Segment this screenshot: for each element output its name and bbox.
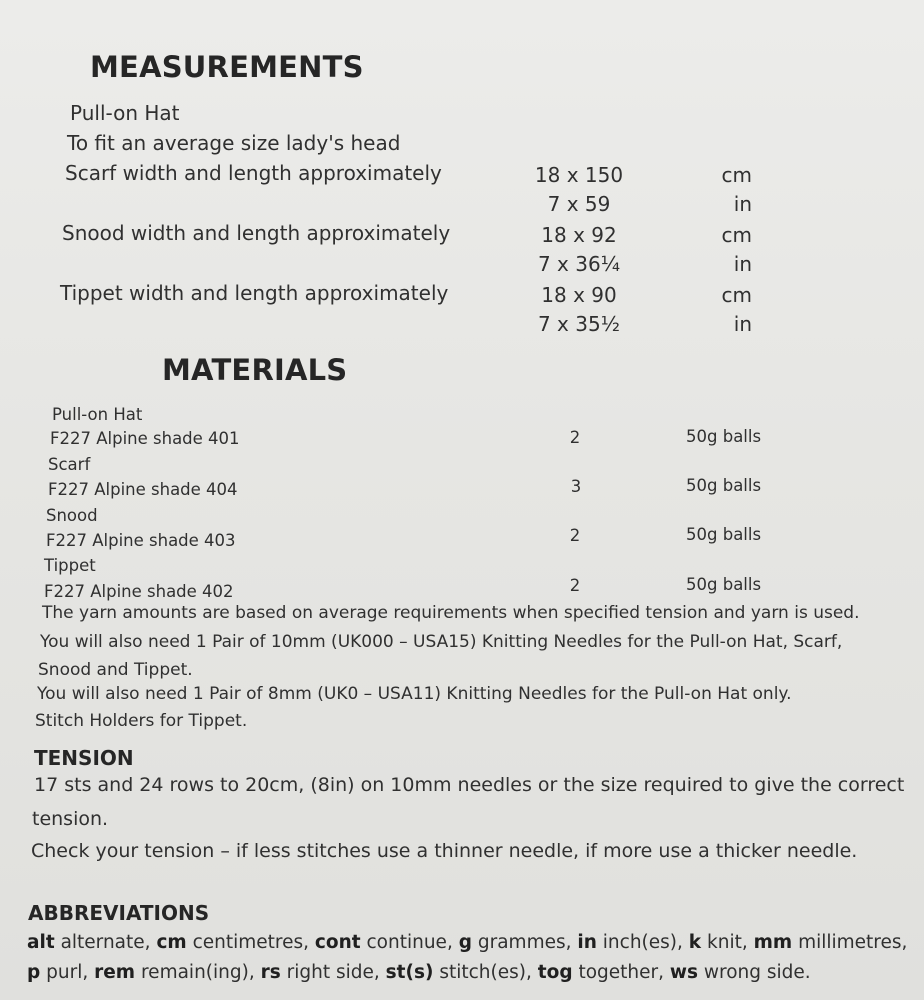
materials-note: Snood and Tippet. (38, 660, 193, 680)
abbreviation-term: st(s) (385, 962, 434, 983)
abbreviation-meaning: alternate, (60, 932, 151, 953)
material-yarn: F227 Alpine shade 402 (44, 582, 234, 601)
material-unit: 50g balls (686, 476, 762, 495)
tension-line: Check your tension – if less stitches use a thinner needle, if more use a thicker needle. (31, 840, 858, 862)
materials-note: You will also need 1 Pair of 10mm (UK000 – USA15) Knitting Needles for the Pull-on Hat, Scarf, (40, 632, 843, 652)
measurement-in-value: 7 x 35½ (537, 312, 621, 336)
material-yarn: F227 Alpine shade 404 (48, 480, 238, 499)
abbreviation-term: rem (94, 962, 136, 983)
abbreviation-entry (538, 962, 664, 983)
hat-label: Pull-on Hat (70, 101, 180, 125)
measurement-cm-unit: cm (721, 223, 752, 247)
measurement-in-unit: in (733, 192, 752, 216)
abbreviation-term: alt (27, 932, 55, 953)
abbreviation-term: tog (537, 962, 573, 983)
abbreviation-term: p (27, 962, 41, 983)
abbreviation-meaning: centimetres, (192, 932, 310, 953)
abbreviation-term: rs (260, 962, 281, 983)
abbreviation-entry (386, 962, 532, 983)
abbreviation-meaning: knit, (707, 932, 748, 953)
measurement-label: Snood width and length approximately (62, 221, 451, 245)
material-unit: 50g balls (686, 427, 762, 446)
material-yarn: F227 Alpine shade 403 (46, 531, 236, 550)
material-item-name: Snood (46, 506, 98, 525)
measurement-cm-unit: cm (721, 163, 752, 187)
materials-note: The yarn amounts are based on average requirements when specified tension and yarn is used. (42, 603, 860, 623)
abbreviation-meaning: remain(ing), (140, 962, 255, 983)
measurement-cm-value: 18 x 92 (541, 223, 617, 247)
abbreviation-entry (27, 962, 88, 983)
measurement-in-value: 7 x 36¼ (537, 252, 621, 276)
material-item-name: Scarf (48, 455, 91, 474)
abbreviation-entry (459, 932, 572, 953)
abbreviation-meaning: right side, (286, 962, 380, 983)
abbreviation-entry (689, 932, 748, 953)
abbreviation-term: cm (156, 932, 187, 953)
abbreviation-term: ws (669, 962, 698, 983)
material-unit: 50g balls (686, 575, 762, 594)
abbreviations-line-2 (27, 962, 811, 983)
abbreviation-term: mm (753, 932, 793, 953)
material-item-name: Tippet (44, 556, 96, 575)
abbreviation-entry (315, 932, 453, 953)
material-item-name: Pull-on Hat (52, 405, 143, 424)
material-qty: 2 (569, 576, 581, 595)
abbreviation-meaning: inch(es), (602, 932, 683, 953)
abbreviation-term: cont (314, 932, 361, 953)
measurement-in-unit: in (733, 312, 752, 336)
material-qty: 2 (569, 428, 581, 447)
material-yarn: F227 Alpine shade 401 (50, 429, 240, 448)
measurement-cm-value: 18 x 90 (541, 283, 617, 307)
abbreviation-entry (670, 962, 811, 983)
materials-note: Stitch Holders for Tippet. (35, 711, 248, 731)
measurement-in-value: 7 x 59 (547, 192, 611, 216)
abbreviation-meaning: continue, (366, 932, 453, 953)
material-qty: 3 (570, 477, 582, 496)
abbreviation-entry (261, 962, 380, 983)
measurement-cm-value: 18 x 150 (534, 163, 624, 187)
abbreviation-term: g (458, 932, 472, 953)
abbreviation-meaning: purl, (46, 962, 89, 983)
materials-heading: MATERIALS (162, 353, 348, 387)
material-unit: 50g balls (686, 525, 762, 544)
abbreviation-entry (156, 932, 309, 953)
abbreviations-heading: ABBREVIATIONS (28, 901, 210, 925)
abbreviation-entry (94, 962, 255, 983)
abbreviation-term: in (577, 932, 597, 953)
measurement-label: Scarf width and length approximately (65, 161, 442, 185)
abbreviation-meaning: millimetres, (798, 932, 908, 953)
materials-note: You will also need 1 Pair of 8mm (UK0 – USA11) Knitting Needles for the Pull-on Hat only. (37, 684, 792, 704)
measurement-label: Tippet width and length approximately (60, 281, 449, 305)
abbreviations-line-1 (27, 932, 907, 953)
measurement-cm-unit: cm (721, 283, 752, 307)
tension-line: tension. (32, 808, 109, 830)
material-qty: 2 (569, 526, 581, 545)
abbreviation-entry (27, 932, 151, 953)
abbreviation-term: k (688, 932, 702, 953)
tension-line: 17 sts and 24 rows to 20cm, (8in) on 10mm needles or the size required to give the correct (34, 774, 905, 796)
abbreviation-meaning: together, (578, 962, 664, 983)
measurements-heading: MEASUREMENTS (90, 50, 364, 84)
abbreviation-meaning: stitch(es), (439, 962, 532, 983)
abbreviation-entry (754, 932, 908, 953)
hat-fit-text: To fit an average size lady's head (67, 131, 401, 155)
tension-heading: TENSION (34, 746, 134, 770)
measurement-in-unit: in (733, 252, 752, 276)
abbreviation-meaning: wrong side. (703, 962, 811, 983)
abbreviation-entry (577, 932, 683, 953)
abbreviation-meaning: grammes, (477, 932, 572, 953)
